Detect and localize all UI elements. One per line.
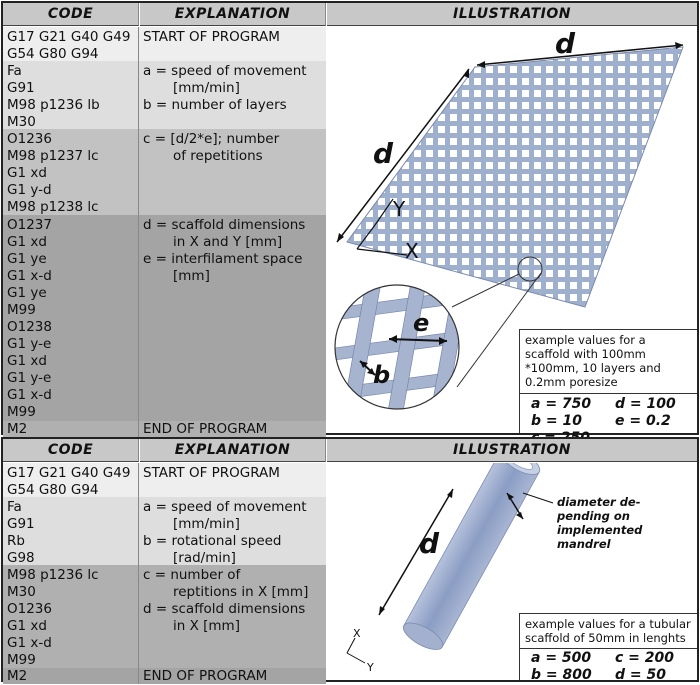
table-row: M98 p1236 lb M30 b = number of layers bbox=[3, 95, 326, 129]
axis-label-y: Y bbox=[367, 661, 374, 674]
zoom-label-b: b bbox=[373, 361, 391, 389]
example-values-note: example values for a scaffold with 100mm *100mm, 10 layers and 0.2mm poresize a = 750 d = 100 b = 10 e = 0.2 bbox=[519, 329, 697, 433]
example-values: a = 750 d = 100 b = 10 e = 0.2 bbox=[531, 396, 676, 429]
table-row: Fa G91 a = speed of movement [mm/min] bbox=[3, 61, 326, 95]
top-table bbox=[1, 1, 699, 435]
table-row: O1236 M98 p1237 lc G1 xd G1 y-d M98 p1238 lc c = [d/2*e]; number of repetitions bbox=[3, 129, 326, 215]
label-d: d bbox=[419, 527, 440, 560]
table-row: G17 G21 G40 G49 G54 G80 G94 START OF PROGRAM bbox=[3, 463, 326, 497]
bottom-illustration bbox=[327, 463, 697, 683]
bottom-rows bbox=[3, 463, 326, 684]
bottom-table bbox=[1, 437, 699, 682]
label-d-top: d bbox=[555, 27, 576, 60]
header-code: CODE bbox=[3, 439, 139, 462]
table-row: Rb G98 b = rotational speed [rad/min] bbox=[3, 531, 326, 565]
zoom-label-e: e bbox=[413, 309, 430, 337]
label-d-side: d bbox=[373, 137, 394, 170]
table-row: M98 p1236 lc M30 O1236 G1 xd G1 x-d M99 c = number of reptitions in X [mm] d = scaffold dimensions in X [mm] bbox=[3, 565, 326, 668]
axis-label-y: Y bbox=[393, 197, 406, 221]
top-illustration bbox=[327, 27, 697, 433]
table-row: M2 END OF PROGRAM bbox=[3, 421, 326, 437]
mandrel-label: diameter de-pending on implemented mandrel bbox=[557, 495, 643, 551]
scaffold-grid bbox=[347, 47, 683, 307]
table-row: M2 END OF PROGRAM bbox=[3, 668, 326, 684]
header-explanation: EXPLANATION bbox=[140, 3, 326, 26]
axis-y-line bbox=[347, 653, 365, 663]
header-illustration: ILLUSTRATION bbox=[327, 3, 697, 26]
axis-label-x: X bbox=[353, 627, 361, 640]
table-row: G17 G21 G40 G49 G54 G80 G94 START OF PROGRAM bbox=[3, 27, 326, 61]
axis-x-line bbox=[347, 638, 355, 653]
example-values-note: example values for a tubular scaffold of 50mm in lenghts a = 500 c = 200 b = 800 d = 50 bbox=[519, 613, 697, 680]
table-row: O1237 G1 xd G1 ye G1 x-d G1 ye M99 O1238 G1 y-e G1 xd G1 y-e G1 x-d M99 d = scaffold dimensions in X and Y [mm] e = interfilament space [mm] bbox=[3, 215, 326, 421]
zoom-detail bbox=[327, 277, 477, 417]
header-explanation: EXPLANATION bbox=[140, 439, 326, 462]
top-rows bbox=[3, 27, 326, 437]
header-code: CODE bbox=[3, 3, 139, 26]
header-illustration: ILLUSTRATION bbox=[327, 439, 697, 462]
table-row: Fa G91 a = speed of movement [mm/min] bbox=[3, 497, 326, 531]
axis-label-x: X bbox=[405, 239, 419, 263]
example-values: a = 500 c = 200 b = 800 d = 50 bbox=[531, 650, 675, 683]
